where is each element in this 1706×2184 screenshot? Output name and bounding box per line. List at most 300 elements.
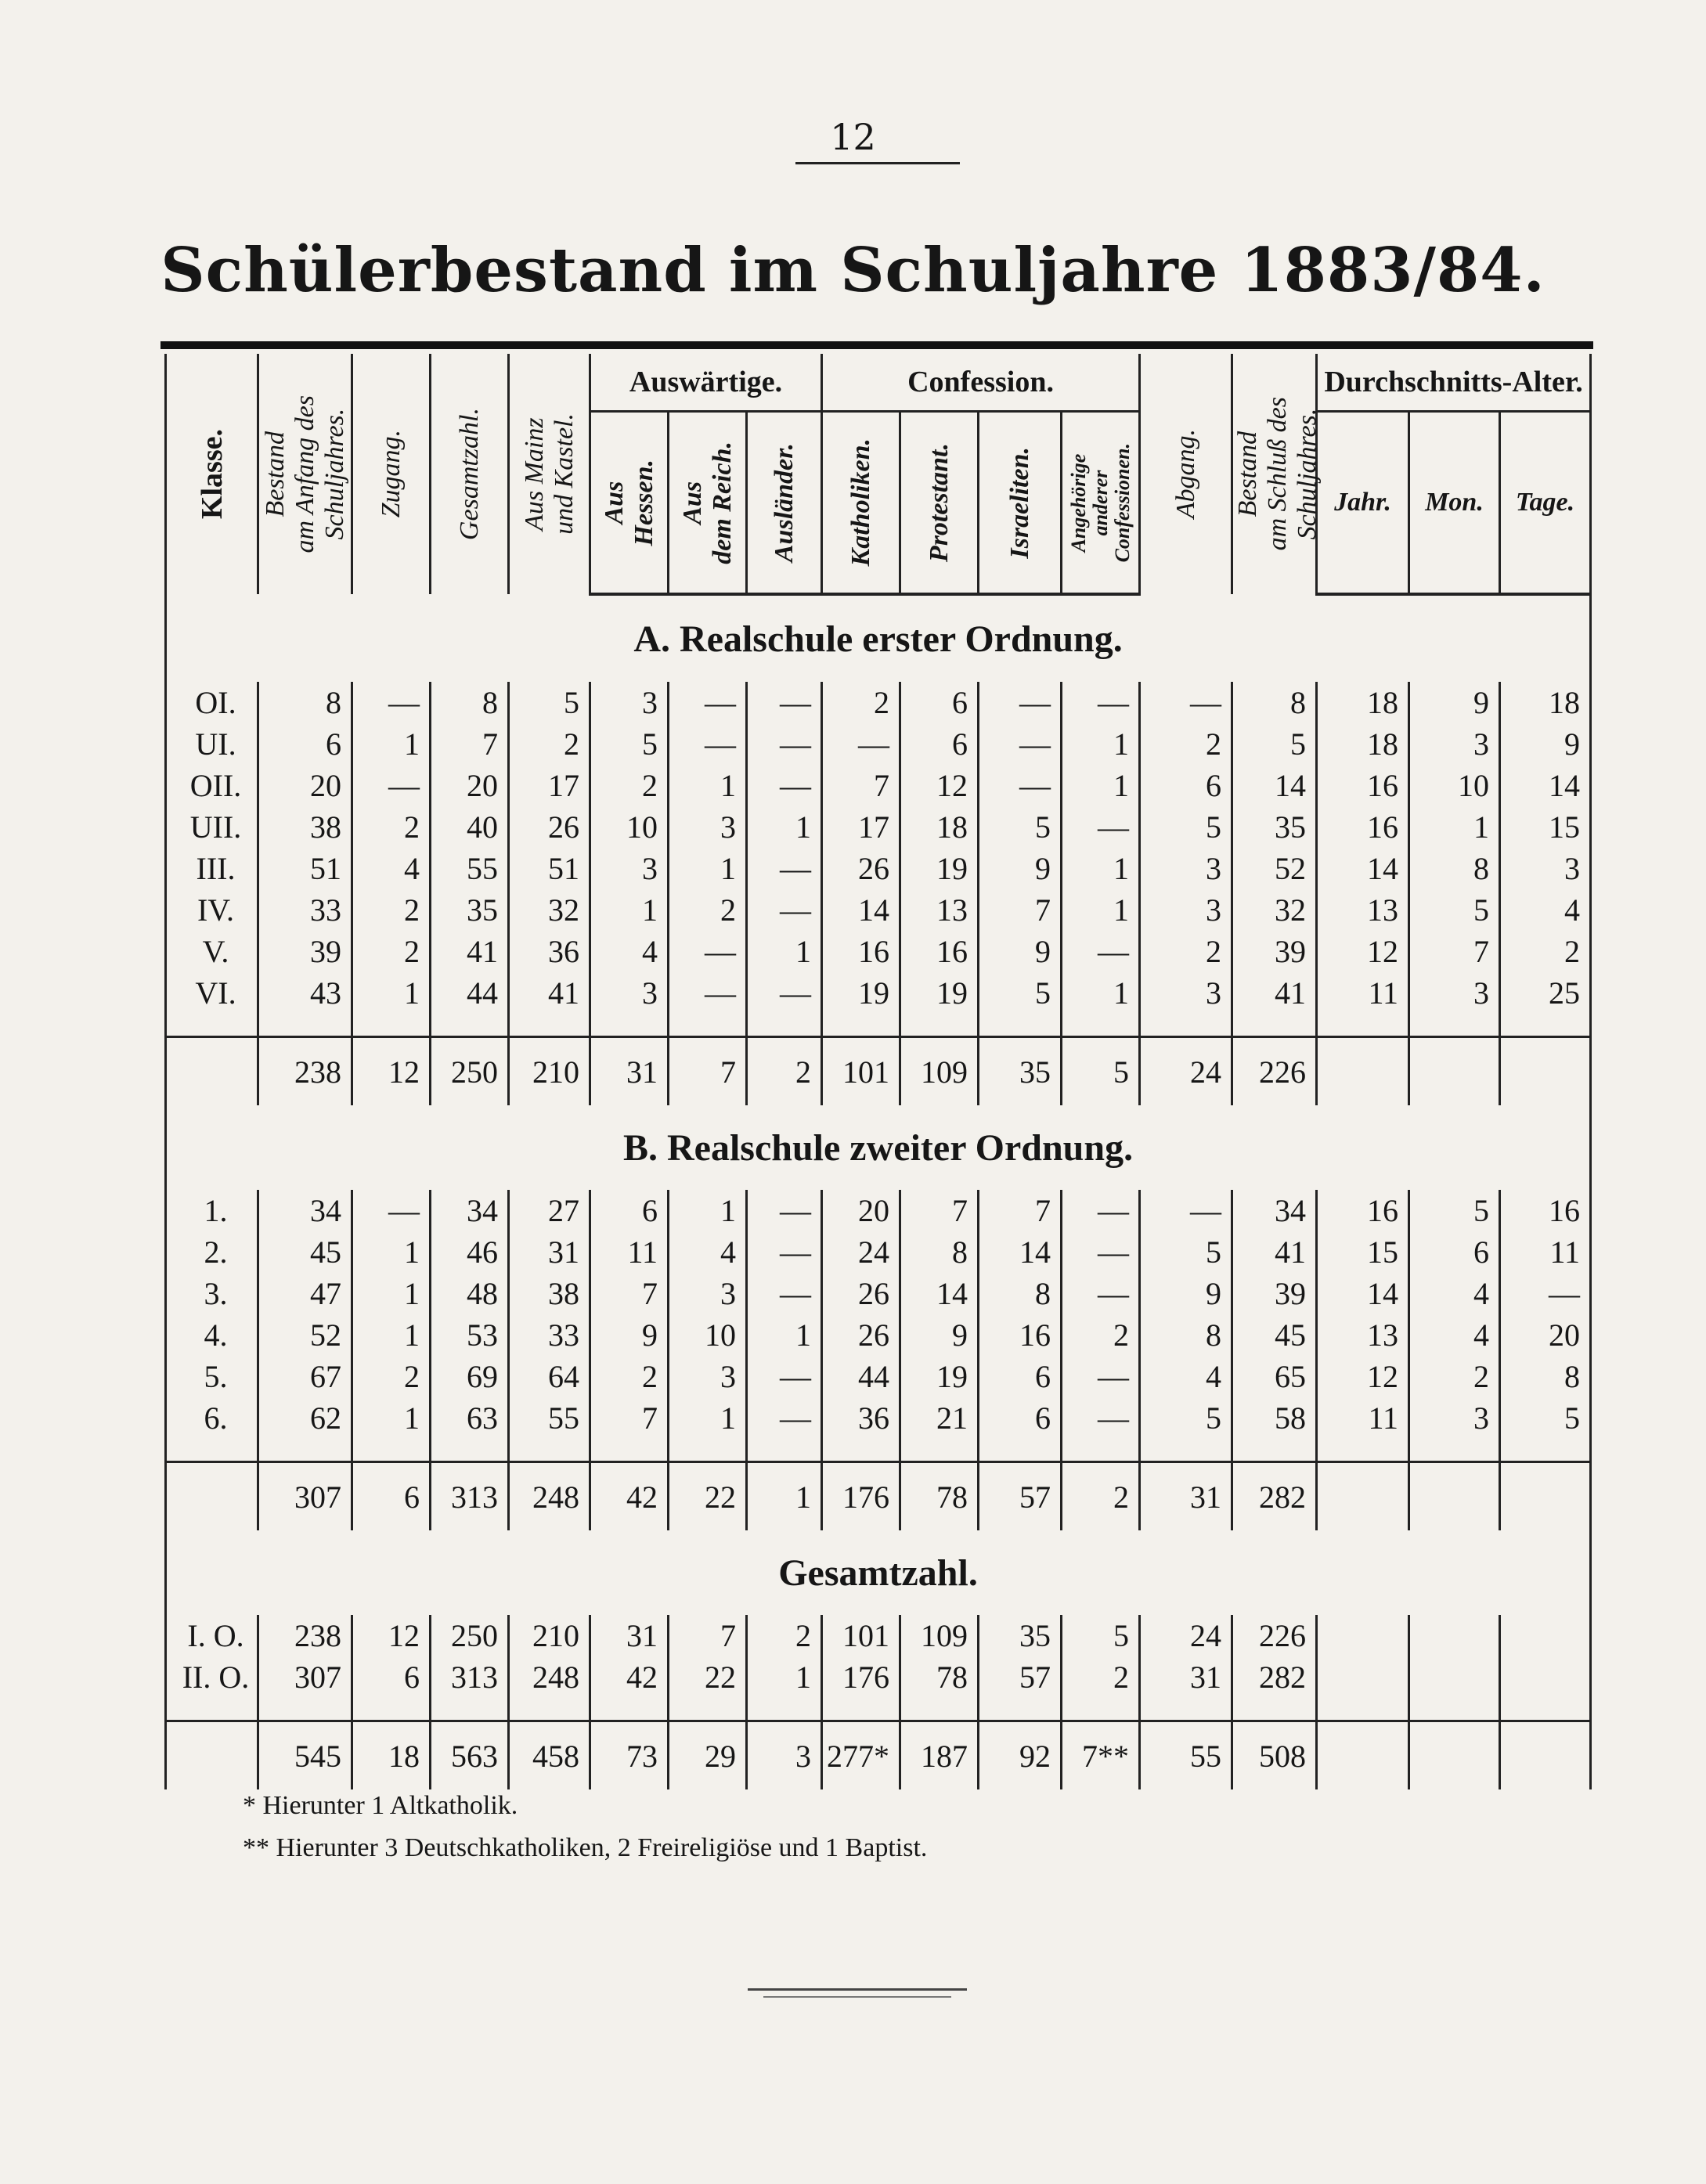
sum-cell: 18: [352, 1721, 431, 1790]
table-cell: 53: [431, 1314, 509, 1356]
table-cell: 7: [822, 765, 900, 806]
table-cell: 5: [1062, 1615, 1140, 1656]
table-cell: 26: [509, 806, 590, 848]
table-cell: 4: [1409, 1273, 1500, 1314]
table-cell: 43: [258, 972, 352, 1014]
table-cell: 46: [431, 1231, 509, 1273]
sum-cell: [1317, 1462, 1409, 1531]
table-cell: 2: [1409, 1356, 1500, 1397]
table-row: [166, 1273, 1591, 1314]
table-cell: —: [1062, 1190, 1140, 1231]
table-cell: —: [669, 931, 747, 972]
sum-cell: 31: [1140, 1462, 1232, 1531]
table-cell: 31: [1140, 1656, 1232, 1698]
sum-cell: 92: [979, 1721, 1062, 1790]
row-label: II. O.: [166, 1656, 258, 1698]
header-abgang: Abgang.: [1140, 354, 1232, 594]
table-cell: 20: [822, 1190, 900, 1231]
table-cell: 5: [590, 723, 669, 765]
sum-cell: [1500, 1721, 1591, 1790]
table-cell: 40: [431, 806, 509, 848]
sum-cell: 508: [1232, 1721, 1317, 1790]
table-cell: 1: [352, 1231, 431, 1273]
header-auswaertige: Auswärtige.: [590, 354, 822, 412]
table-cell: 16: [1500, 1190, 1591, 1231]
table-cell: 1: [747, 1656, 822, 1698]
page-number: 12: [830, 116, 876, 158]
sum-cell: 458: [509, 1721, 590, 1790]
table-cell: 19: [900, 1356, 979, 1397]
sum-cell: 313: [431, 1462, 509, 1531]
sum-cell: 248: [509, 1462, 590, 1531]
sum-cell: 109: [900, 1037, 979, 1106]
table-cell: 34: [1232, 1190, 1317, 1231]
sum-cell: 3: [747, 1721, 822, 1790]
table-cell: 8: [431, 682, 509, 723]
table-row: [166, 1656, 1591, 1698]
sum-cell: [1409, 1037, 1500, 1106]
table-cell: 1: [747, 1314, 822, 1356]
table-cell: 20: [258, 765, 352, 806]
table-cell: 7: [669, 1615, 747, 1656]
table-cell: 5: [979, 972, 1062, 1014]
sum-cell: 563: [431, 1721, 509, 1790]
table-cell: 24: [1140, 1615, 1232, 1656]
table-cell: 18: [1500, 682, 1591, 723]
sum-cell: [166, 1037, 258, 1106]
row-label: IV.: [166, 889, 258, 931]
table-cell: 7: [590, 1397, 669, 1439]
table-cell: 1: [669, 848, 747, 889]
table-cell: 39: [1232, 1273, 1317, 1314]
table-cell: 7: [979, 889, 1062, 931]
table-cell: 1: [669, 1190, 747, 1231]
table-cell: 8: [1409, 848, 1500, 889]
table-cell: —: [669, 972, 747, 1014]
header-katholiken: Katholiken.: [822, 412, 900, 595]
section-c-title: Gesamtzahl.: [166, 1530, 1591, 1615]
table-cell: [1409, 1656, 1500, 1698]
table-cell: 7: [900, 1190, 979, 1231]
table-cell: —: [1140, 1190, 1232, 1231]
table-cell: 11: [1500, 1231, 1591, 1273]
table-cell: 16: [900, 931, 979, 972]
page-number-rule: [795, 162, 960, 164]
table-cell: 16: [1317, 765, 1409, 806]
table-cell: 27: [509, 1190, 590, 1231]
table-cell: 2: [822, 682, 900, 723]
table-cell: 16: [979, 1314, 1062, 1356]
table-cell: 9: [1140, 1273, 1232, 1314]
table-cell: 20: [1500, 1314, 1591, 1356]
table-cell: 6: [979, 1397, 1062, 1439]
table-cell: [1409, 1615, 1500, 1656]
table-cell: 3: [669, 1273, 747, 1314]
sum-cell: 307: [258, 1462, 352, 1531]
table-cell: —: [1062, 806, 1140, 848]
table-cell: 4: [590, 931, 669, 972]
table-cell: 45: [258, 1231, 352, 1273]
table-cell: 52: [1232, 848, 1317, 889]
header-zugang: Zugang.: [352, 354, 431, 594]
table-cell: 16: [1317, 1190, 1409, 1231]
table-cell: 57: [979, 1656, 1062, 1698]
sum-cell: 57: [979, 1462, 1062, 1531]
sum-cell: 22: [669, 1462, 747, 1531]
sum-cell: 101: [822, 1037, 900, 1106]
sum-cell: [1500, 1037, 1591, 1106]
table-cell: 2: [352, 1356, 431, 1397]
table-cell: 5: [1140, 1231, 1232, 1273]
table-row: [166, 1231, 1591, 1273]
sum-cell: 31: [590, 1037, 669, 1106]
table-cell: 6: [1409, 1231, 1500, 1273]
table-cell: 26: [822, 1273, 900, 1314]
table-cell: 8: [1500, 1356, 1591, 1397]
table-cell: 69: [431, 1356, 509, 1397]
table-cell: 210: [509, 1615, 590, 1656]
table-cell: 6: [979, 1356, 1062, 1397]
table-cell: 176: [822, 1656, 900, 1698]
table-cell: 41: [1232, 1231, 1317, 1273]
table-cell: 2: [1140, 723, 1232, 765]
row-label: 3.: [166, 1273, 258, 1314]
table-cell: [1317, 1656, 1409, 1698]
table-cell: 1: [669, 765, 747, 806]
row-label: 1.: [166, 1190, 258, 1231]
table-cell: 14: [1317, 848, 1409, 889]
table-cell: 2: [1062, 1656, 1140, 1698]
table-cell: 1: [1062, 723, 1140, 765]
table-cell: 5: [1409, 1190, 1500, 1231]
table-cell: 32: [509, 889, 590, 931]
table-cell: 7: [979, 1190, 1062, 1231]
table-cell: —: [1062, 1231, 1140, 1273]
table-cell: 1: [669, 1397, 747, 1439]
table-cell: 2: [1062, 1314, 1140, 1356]
header-gesamtzahl: Gesamtzahl.: [431, 354, 509, 594]
table-cell: 4: [1409, 1314, 1500, 1356]
table-cell: 6: [1140, 765, 1232, 806]
section-a-title: A. Realschule erster Ordnung.: [166, 594, 1591, 682]
table-cell: 2: [509, 723, 590, 765]
table-cell: —: [669, 682, 747, 723]
table-cell: 282: [1232, 1656, 1317, 1698]
sum-cell: 238: [258, 1037, 352, 1106]
header-tage: Tage.: [1500, 412, 1591, 595]
table-cell: 1: [747, 806, 822, 848]
table-cell: 67: [258, 1356, 352, 1397]
header-bestand-anfang: Bestand am Anfang des Schuljahres.: [258, 354, 352, 594]
table-row: [166, 931, 1591, 972]
table-cell: 6: [900, 682, 979, 723]
sum-cell: 282: [1232, 1462, 1317, 1531]
table-cell: 41: [509, 972, 590, 1014]
row-label: 6.: [166, 1397, 258, 1439]
table-cell: —: [979, 723, 1062, 765]
table-cell: 52: [258, 1314, 352, 1356]
header-aus-hessen: Aus Hessen.: [590, 412, 669, 595]
table-cell: 14: [822, 889, 900, 931]
header-andere: Angehörige anderer Confessionen.: [1062, 412, 1140, 595]
sum-cell: 226: [1232, 1037, 1317, 1106]
table-cell: 7: [431, 723, 509, 765]
row-label: 5.: [166, 1356, 258, 1397]
sum-cell: [1409, 1462, 1500, 1531]
table-cell: 2: [747, 1615, 822, 1656]
table-cell: 1: [1409, 806, 1500, 848]
sum-cell: 35: [979, 1037, 1062, 1106]
table-cell: 1: [747, 931, 822, 972]
row-label: VI.: [166, 972, 258, 1014]
table-cell: 12: [352, 1615, 431, 1656]
table-cell: 44: [431, 972, 509, 1014]
table-cell: 9: [900, 1314, 979, 1356]
table-cell: —: [1062, 1356, 1140, 1397]
table-cell: 21: [900, 1397, 979, 1439]
table-cell: 41: [1232, 972, 1317, 1014]
table-cell: —: [747, 1273, 822, 1314]
sum-cell: 277*: [822, 1721, 900, 1790]
table-cell: 2: [669, 889, 747, 931]
table-cell: 16: [822, 931, 900, 972]
section-b-sum-row: [166, 1462, 1591, 1531]
table-cell: 10: [590, 806, 669, 848]
section-c-sum-row: [166, 1721, 1591, 1790]
table-cell: 11: [1317, 972, 1409, 1014]
table-row: [166, 765, 1591, 806]
table-cell: 2: [352, 806, 431, 848]
table-cell: 19: [900, 972, 979, 1014]
table-cell: —: [1140, 682, 1232, 723]
table-cell: 12: [1317, 1356, 1409, 1397]
table-cell: 3: [1140, 889, 1232, 931]
table-cell: 8: [258, 682, 352, 723]
table-cell: 36: [509, 931, 590, 972]
header-protestant: Protestant.: [900, 412, 979, 595]
row-label: UII.: [166, 806, 258, 848]
table-cell: —: [747, 765, 822, 806]
table-cell: 25: [1500, 972, 1591, 1014]
header-confession: Confession.: [822, 354, 1140, 412]
sum-cell: 42: [590, 1462, 669, 1531]
table-cell: 26: [822, 848, 900, 889]
table-cell: 63: [431, 1397, 509, 1439]
sum-cell: [1500, 1462, 1591, 1531]
table-row: [166, 848, 1591, 889]
sum-cell: [1409, 1721, 1500, 1790]
table-body: [166, 594, 1591, 1789]
table-cell: 55: [431, 848, 509, 889]
table-cell: 5: [1500, 1397, 1591, 1439]
table-cell: —: [747, 1397, 822, 1439]
row-label: I. O.: [166, 1615, 258, 1656]
row-label: V.: [166, 931, 258, 972]
header-klasse: Klasse.: [166, 354, 258, 594]
row-label: OI.: [166, 682, 258, 723]
table-cell: 3: [1140, 848, 1232, 889]
header-durchschnitt: Durchschnitts-Alter.: [1317, 354, 1591, 412]
table-cell: 18: [1317, 723, 1409, 765]
table-cell: 35: [1232, 806, 1317, 848]
table-cell: 1: [352, 972, 431, 1014]
row-label: 4.: [166, 1314, 258, 1356]
header-auslaender: Ausländer.: [747, 412, 822, 595]
table-cell: 3: [1140, 972, 1232, 1014]
table-cell: 3: [1500, 848, 1591, 889]
table-cell: 34: [431, 1190, 509, 1231]
table-cell: —: [352, 765, 431, 806]
table-cell: 5: [979, 806, 1062, 848]
header-israeliten: Israeliten.: [979, 412, 1062, 595]
table-row: [166, 1314, 1591, 1356]
table-cell: 65: [1232, 1356, 1317, 1397]
table-cell: 18: [900, 806, 979, 848]
table-cell: 18: [1317, 682, 1409, 723]
sum-cell: 250: [431, 1037, 509, 1106]
sum-cell: 7**: [1062, 1721, 1140, 1790]
header-aus-mainz: Aus Mainz und Kastel.: [509, 354, 590, 594]
sum-cell: 24: [1140, 1037, 1232, 1106]
sum-cell: 1: [747, 1462, 822, 1531]
table-cell: —: [1062, 1397, 1140, 1439]
table-row: [166, 682, 1591, 723]
sum-cell: 7: [669, 1037, 747, 1106]
row-label: III.: [166, 848, 258, 889]
table-cell: 4: [1500, 889, 1591, 931]
table-cell: 3: [590, 848, 669, 889]
table-cell: 13: [1317, 1314, 1409, 1356]
table-cell: 7: [590, 1273, 669, 1314]
table-cell: 2: [1500, 931, 1591, 972]
table-cell: 31: [509, 1231, 590, 1273]
sum-cell: 176: [822, 1462, 900, 1531]
table-cell: 5: [509, 682, 590, 723]
sum-cell: 5: [1062, 1037, 1140, 1106]
table-cell: 62: [258, 1397, 352, 1439]
table-top-rule: [161, 341, 1593, 349]
table-cell: 64: [509, 1356, 590, 1397]
table-row: [166, 1397, 1591, 1439]
table-cell: 5: [1232, 723, 1317, 765]
table-cell: 3: [590, 682, 669, 723]
table-cell: 9: [1500, 723, 1591, 765]
table-cell: 313: [431, 1656, 509, 1698]
table-cell: 38: [258, 806, 352, 848]
footnotes: [243, 1785, 927, 1869]
table-cell: 31: [590, 1615, 669, 1656]
table-cell: 13: [1317, 889, 1409, 931]
sum-cell: 545: [258, 1721, 352, 1790]
table-cell: 1: [1062, 848, 1140, 889]
table-cell: —: [747, 1190, 822, 1231]
table-cell: —: [822, 723, 900, 765]
table-cell: 33: [258, 889, 352, 931]
table-cell: —: [1062, 682, 1140, 723]
table-cell: 1: [352, 1273, 431, 1314]
table-cell: 14: [1500, 765, 1591, 806]
table-cell: —: [1500, 1273, 1591, 1314]
table-cell: 2: [590, 765, 669, 806]
sum-cell: 2: [747, 1037, 822, 1106]
table-cell: 3: [1409, 972, 1500, 1014]
table-cell: 58: [1232, 1397, 1317, 1439]
table-cell: 38: [509, 1273, 590, 1314]
sum-cell: 2: [1062, 1462, 1140, 1531]
table-cell: 12: [1317, 931, 1409, 972]
sum-cell: 12: [352, 1037, 431, 1106]
section-b-title: B. Realschule zweiter Ordnung.: [166, 1105, 1591, 1190]
table-cell: 1: [1062, 972, 1140, 1014]
table-cell: 19: [900, 848, 979, 889]
table-cell: 307: [258, 1656, 352, 1698]
table-cell: 11: [1317, 1397, 1409, 1439]
sum-cell: [1317, 1037, 1409, 1106]
sum-cell: 187: [900, 1721, 979, 1790]
page-title: Schülerbestand im Schuljahre 1883/84.: [161, 235, 1545, 306]
table-cell: 3: [669, 1356, 747, 1397]
table-cell: 6: [352, 1656, 431, 1698]
table-cell: 11: [590, 1231, 669, 1273]
table-cell: [1317, 1615, 1409, 1656]
table-cell: 1: [352, 1397, 431, 1439]
table-cell: 4: [669, 1231, 747, 1273]
table-cell: 19: [822, 972, 900, 1014]
table-cell: 4: [1140, 1356, 1232, 1397]
table-cell: 4: [352, 848, 431, 889]
bottom-rule: [748, 1988, 967, 1991]
table-row: [166, 806, 1591, 848]
table-cell: 34: [258, 1190, 352, 1231]
table-cell: 9: [590, 1314, 669, 1356]
sum-cell: [166, 1462, 258, 1531]
table-cell: 17: [509, 765, 590, 806]
table-cell: [1500, 1615, 1591, 1656]
table-cell: 3: [1409, 1397, 1500, 1439]
header-aus-reich: Aus dem Reich.: [669, 412, 747, 595]
table-cell: 16: [1317, 806, 1409, 848]
table-cell: 15: [1500, 806, 1591, 848]
table-cell: 14: [1232, 765, 1317, 806]
table-row: [166, 1356, 1591, 1397]
table-cell: 1: [352, 723, 431, 765]
table-cell: 8: [979, 1273, 1062, 1314]
table-cell: 78: [900, 1656, 979, 1698]
table-cell: —: [747, 848, 822, 889]
table-cell: 13: [900, 889, 979, 931]
table-cell: 238: [258, 1615, 352, 1656]
table-cell: 47: [258, 1273, 352, 1314]
table-cell: 14: [1317, 1273, 1409, 1314]
table-cell: 1: [1062, 765, 1140, 806]
table-cell: 7: [1409, 931, 1500, 972]
table-cell: 8: [1232, 682, 1317, 723]
footnote-1: * Hierunter 1 Altkatholik.: [243, 1791, 518, 1820]
table-cell: —: [669, 723, 747, 765]
header-jahr: Jahr.: [1317, 412, 1409, 595]
sum-cell: 73: [590, 1721, 669, 1790]
table-cell: 36: [822, 1397, 900, 1439]
table-cell: 2: [1140, 931, 1232, 972]
table-cell: 20: [431, 765, 509, 806]
table-cell: 5: [1140, 806, 1232, 848]
table-cell: —: [1062, 1273, 1140, 1314]
table-cell: 1: [1062, 889, 1140, 931]
table-cell: 22: [669, 1656, 747, 1698]
table-cell: 101: [822, 1615, 900, 1656]
sum-cell: [166, 1721, 258, 1790]
table-cell: 26: [822, 1314, 900, 1356]
